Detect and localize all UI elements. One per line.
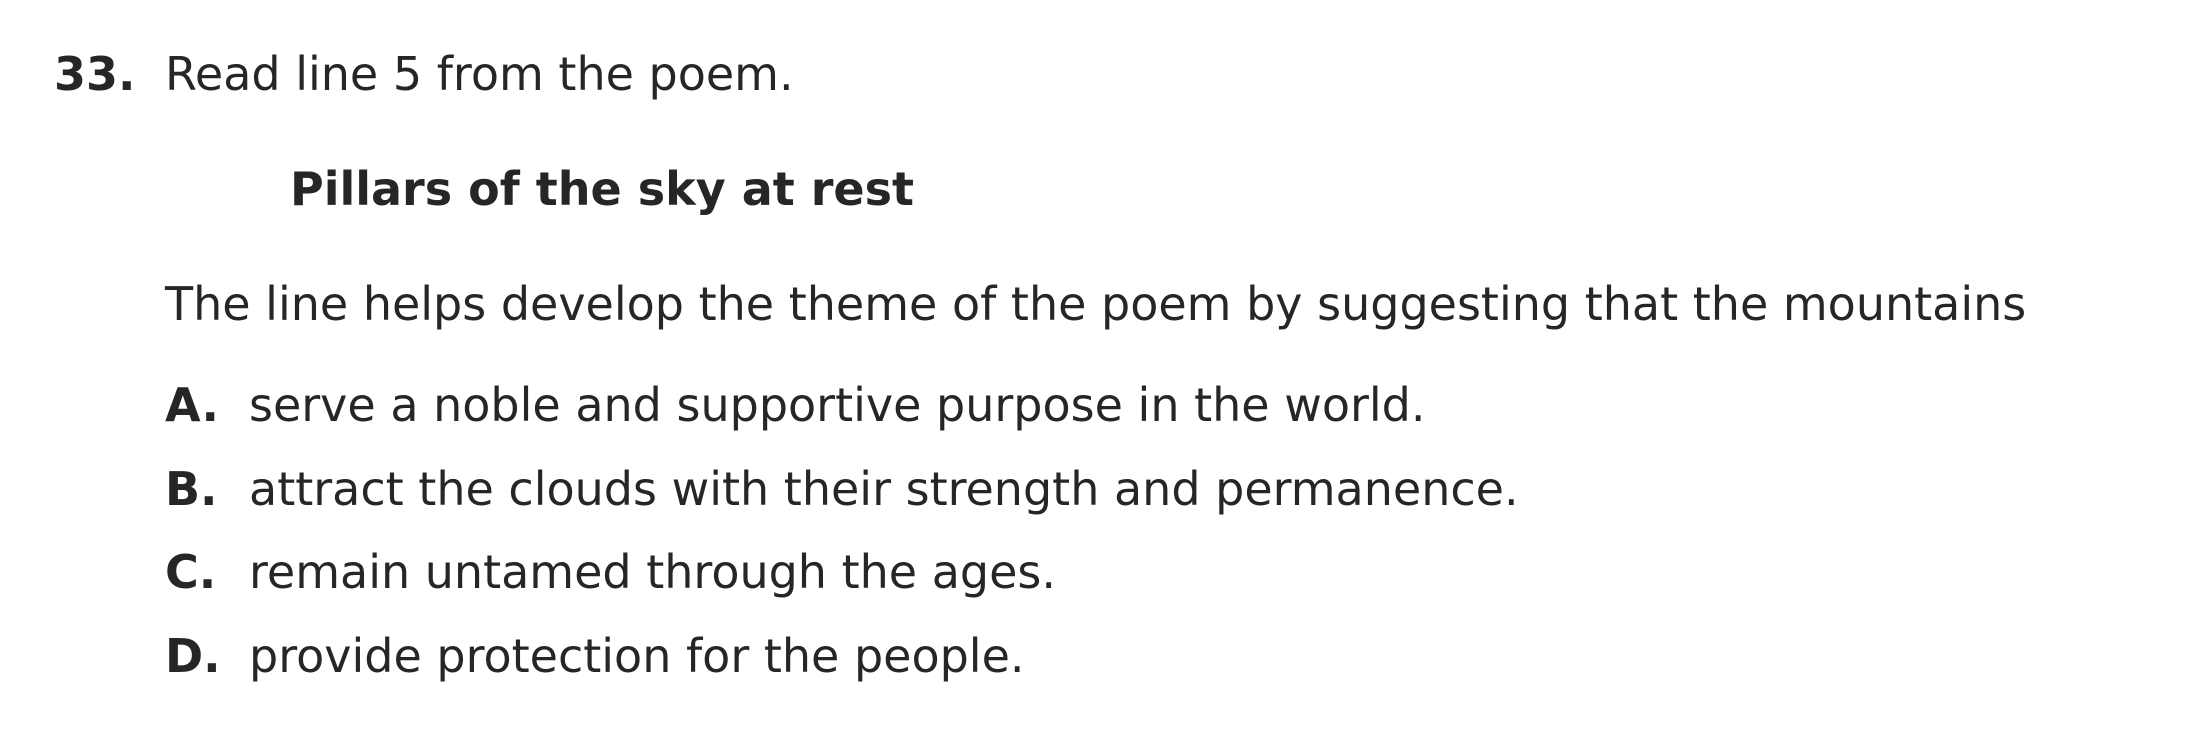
option-letter: B.	[165, 462, 218, 516]
answer-option-c[interactable]	[165, 542, 1056, 602]
option-letter: A.	[165, 378, 219, 432]
option-text: remain untamed through the ages.	[249, 545, 1056, 599]
answer-option-d[interactable]	[165, 626, 1025, 686]
question-stem: The line helps develop the theme of the poem by suggesting that the mountains	[165, 277, 2027, 331]
option-text: serve a noble and supportive purpose in the world.	[249, 378, 1426, 432]
question-number: 33.	[54, 47, 136, 101]
answer-option-a[interactable]	[165, 375, 1425, 435]
option-letter: C.	[165, 545, 217, 599]
answer-option-b[interactable]	[165, 459, 1519, 519]
option-text: attract the clouds with their strength and permanence.	[249, 462, 1519, 516]
quoted-poem-line: Pillars of the sky at rest	[290, 162, 914, 216]
option-text: provide protection for the people.	[249, 629, 1025, 683]
question-prompt: Read line 5 from the poem.	[165, 47, 794, 101]
option-letter: D.	[165, 629, 221, 683]
